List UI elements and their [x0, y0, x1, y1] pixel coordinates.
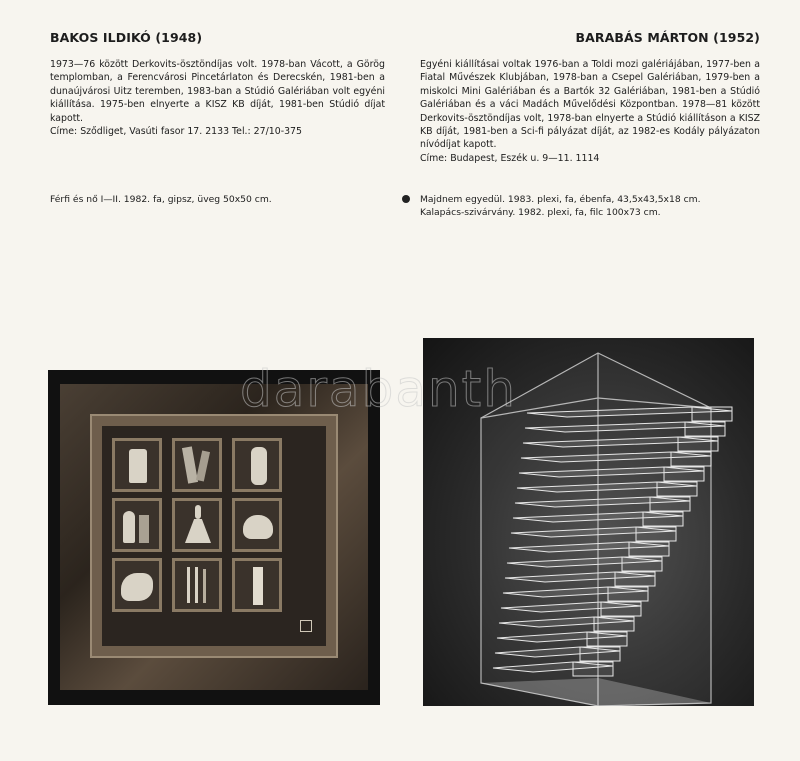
box-cell: [112, 438, 162, 492]
wooden-frame: [60, 384, 368, 690]
artwork-photo-acrylic-staircase: [423, 338, 754, 706]
stair-riser: [622, 557, 662, 571]
stair-riser: [650, 497, 690, 511]
stair-riser: [643, 512, 683, 526]
box-cell: [112, 558, 162, 612]
artist-address: Címe: Budapest, Eszék u. 9—11. 1114: [420, 152, 600, 164]
box-cell: [172, 558, 222, 612]
stair-riser: [608, 587, 648, 601]
artist-address: Címe: Sződliget, Vasúti fasor 17. 2133 Tel.: 27/10-375: [50, 126, 302, 138]
stair-riser: [678, 437, 718, 451]
artist-bio: [50, 58, 385, 138]
box-cell: [232, 558, 282, 612]
stair-riser: [657, 482, 697, 496]
stair-riser: [629, 542, 669, 556]
signature-mark: [300, 620, 312, 632]
box-cell: [172, 438, 222, 492]
stair-riser: [601, 602, 641, 616]
stair-riser: [615, 572, 655, 586]
box-panel: [102, 426, 326, 646]
stair-riser: [685, 422, 725, 436]
box-cell: [112, 498, 162, 552]
work-caption: Férfi és nő I—II. 1982. fa, gipsz, üveg 50x50 cm.: [50, 194, 272, 205]
stair-riser: [692, 407, 732, 421]
works-list: [420, 193, 760, 220]
bio-text: 1973—76 között Derkovits-ösztöndíjas volt. 1978-ban Vácott, a Görög templomban, a Ferencvárosi Pincetárlaton és Derecskén, 1981-ben a dunaújvárosi Uitz teremben, 1983-ban a Stúdió Galériában volt egyéni kiállítása. 1975-ben elnyerte a KISZ KB díját, 1981-ben Stúdió díjat kapott.: [50, 59, 385, 124]
artist-heading: BAKOS ILDIKÓ (1948): [50, 30, 203, 45]
artwork-photo-framed-box: [48, 370, 380, 705]
artist-bio: [420, 58, 760, 165]
box-cell: [232, 438, 282, 492]
staircase-sculpture: [423, 338, 754, 706]
stair-riser: [671, 452, 711, 466]
stair-riser: [636, 527, 676, 541]
bullet-icon: [402, 195, 410, 203]
artist-heading: BARABÁS MÁRTON (1952): [575, 30, 760, 45]
stair-riser: [580, 647, 620, 661]
works-list: [50, 193, 385, 206]
stair-riser: [573, 662, 613, 676]
stair-riser: [587, 632, 627, 646]
stair-riser: [664, 467, 704, 481]
stair-riser: [594, 617, 634, 631]
work-caption: Kalapács-szivárvány. 1982. plexi, fa, filc 100x73 cm.: [420, 207, 661, 219]
bio-text: Egyéni kiállításai voltak 1976-ban a Toldi mozi galériájában, 1977-ben a Fiatal Művészek Klubjában, 1978-ban a Csepel Galériában, 1979-ben a miskolci Mini Galériában és a Bartók 32 Galériában, 1981-ben a Stúdió Galériában és a váci Madách Művelődési Központban. 1978—81 között Derkovits-ösztöndíjas volt, 1978-ban elnyerte a Stúdió kiállításon a KISZ KB díját, 1981-ben a Sci-fi pályázat díját, az 1982-es Kodály pályázaton nívódíjat kapott.: [420, 59, 760, 151]
work-caption: Majdnem egyedül. 1983. plexi, fa, ébenfa, 43,5x43,5x18 cm.: [420, 194, 701, 205]
box-cell: [172, 498, 222, 552]
box-cell: [232, 498, 282, 552]
